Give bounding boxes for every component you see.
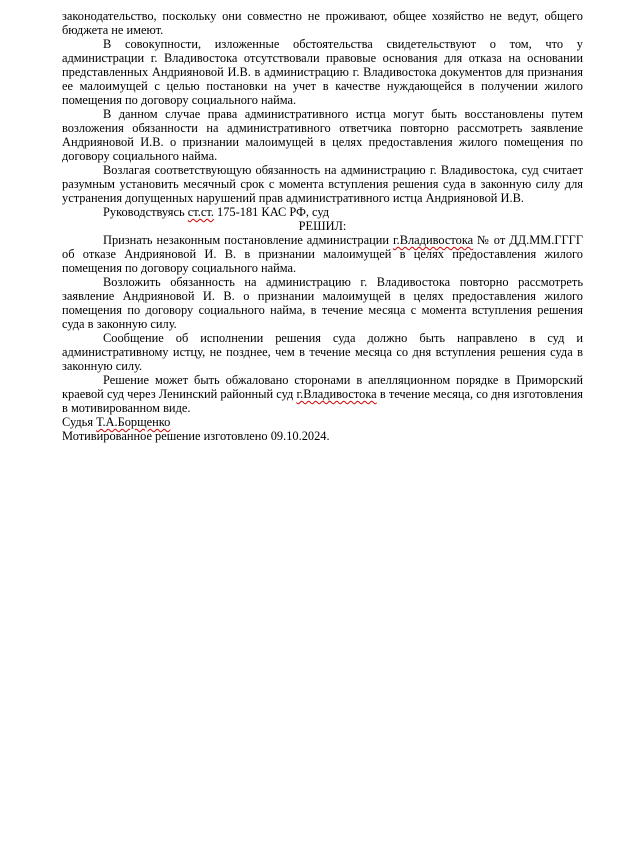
spelling-error-mark: г.Владивостока [392,233,474,247]
spelling-error-mark: г.Владивостока [296,387,377,401]
decision-item-obligation: Возложить обязанность на администрацию г. Владивостока повторно рассмотреть заявление Андрияновой И. В. о признании малоимущей в целях предоставления жилого помещения по договору социального найма, в течение месяца с момента вступления решения суда в законную силу. [62,275,583,331]
decision-item-unlawful: Признать незаконным постановление администрации г.Владивостока № от ДД.ММ.ГГГГ об отказе Андрияновой И. В. в признании малоимущей в целях предоставления жилого помещения по договору социального найма. [62,233,583,275]
spelling-error-mark: ст.ст. [187,205,214,219]
decision-item-appeal: Решение может быть обжаловано сторонами в апелляционном порядке в Приморский краевой суд через Ленинский районный суд г.Владивостока в течение месяца, со дня изготовления в мотивированном виде. [62,373,583,415]
decision-heading: РЕШИЛ: [298,219,347,233]
paragraph-household: законодательство, поскольку они совместно не проживают, общее хозяйство не ведут, общего бюджета не имеют. [62,9,583,37]
paragraph-summary: В совокупности, изложенные обстоятельства свидетельствуют о том, что у администрации г. Владивостока отсутствовали правовые основания для отказа на основании представленных Андрияновой И.В. в администрацию г. Владивостока документов для признания ее малоимущей с целью постановки на учет в качестве нуждающейся в получении жилого помещения по договору социального найма. [62,37,583,107]
judge-signature: Судья Т.А.Борщенко [62,415,171,429]
decision-date: Мотивированное решение изготовлено 09.10.2024. [62,429,330,443]
paragraph-guided-by: Руководствуясь ст.ст. 175-181 КАС РФ, суд [103,205,330,219]
document-page [62,9,583,443]
paragraph-restoration: В данном случае права административного истца могут быть восстановлены путем возложения обязанности на административного ответчика повторно рассмотреть заявление Андрияновой И.В. о признании малоимущей в целях предоставления жилого помещения по договору социального найма. [62,107,583,163]
paragraph-deadline: Возлагая соответствующую обязанность на администрацию г. Владивостока, суд считает разумным установить месячный срок с момента вступления решения суда в законную силу для устранения допущенных нарушений прав административного истца Андрияновой И.В. [62,163,583,205]
spelling-error-mark: Т.А.Борщенко [96,415,171,429]
decision-item-notification: Сообщение об исполнении решения суда должно быть направлено в суд и административному истцу, не позднее, чем в течение месяца со дня вступления решения суда в законную силу. [62,331,583,373]
